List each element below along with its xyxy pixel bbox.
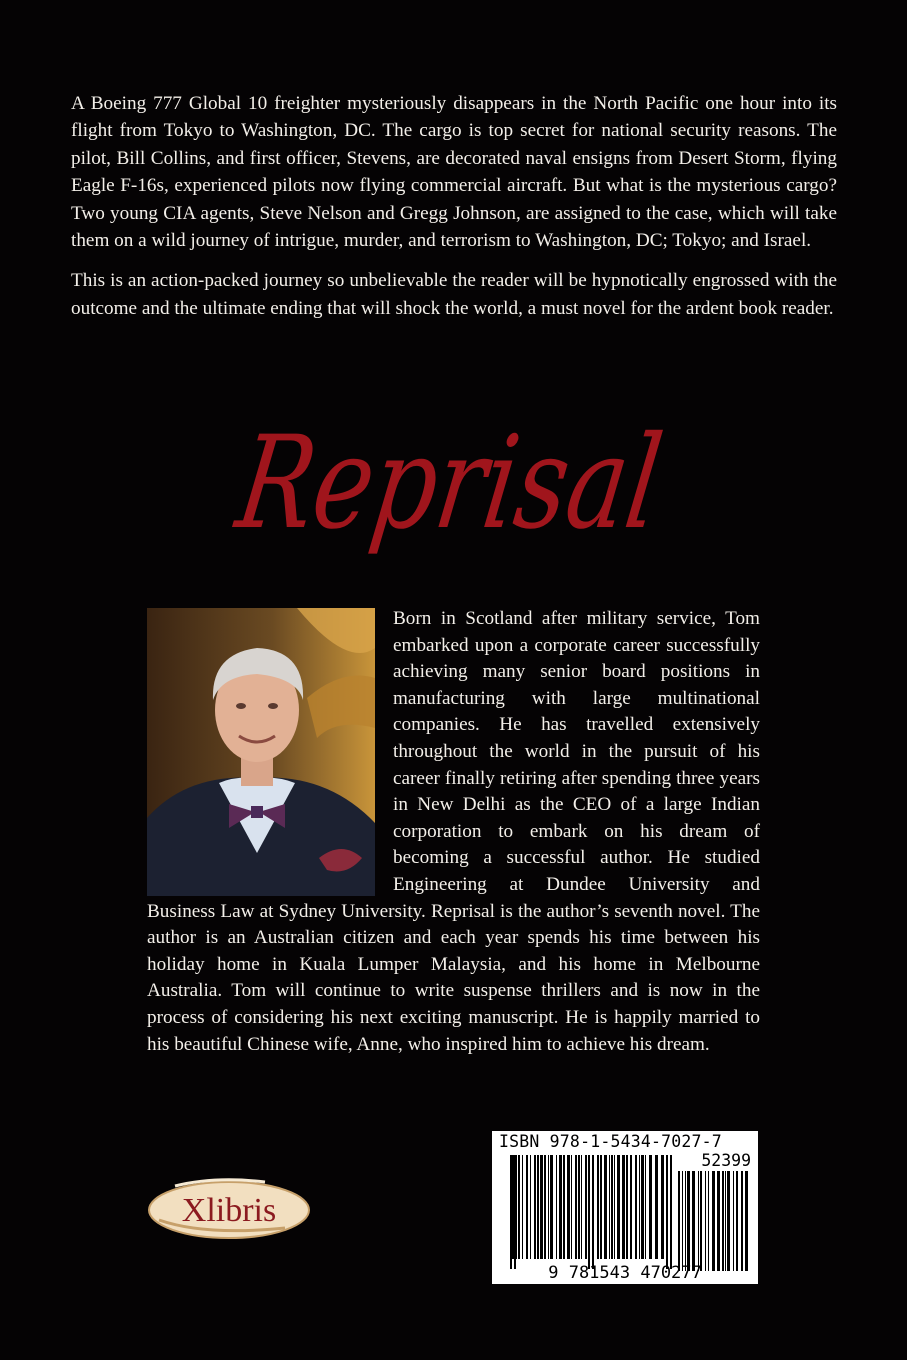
barcode-bar <box>722 1171 724 1271</box>
barcode-bar <box>522 1155 523 1259</box>
barcode-guard-bar <box>510 1155 512 1269</box>
barcode-bar <box>559 1155 562 1259</box>
barcode-bar <box>692 1171 695 1271</box>
barcode-bar <box>630 1155 632 1259</box>
barcode-bar <box>626 1155 628 1259</box>
ean-digits: 9 781543 470277 <box>548 1263 702 1283</box>
barcode-bar <box>581 1155 582 1259</box>
barcode-bar <box>741 1171 743 1271</box>
publisher-logo <box>145 1176 313 1242</box>
barcode-bar <box>534 1155 536 1259</box>
barcode-guard-bar <box>666 1155 668 1269</box>
barcode-bar <box>575 1155 577 1259</box>
barcode-bar <box>609 1155 610 1259</box>
barcode-bar <box>745 1171 748 1271</box>
barcode-guard-bar <box>670 1155 672 1269</box>
blurb-paragraph-2: This is an action-packed journey so unbelievable the reader will be hypnotically engrossed with the outcome and the ultimate ending that will shock the world, a must novel for the ardent book reader. <box>71 270 837 319</box>
barcode-guard-bar <box>592 1155 594 1269</box>
barcode-bar <box>708 1171 709 1271</box>
barcode-bar <box>617 1155 620 1259</box>
publisher-logo-text: Xlibris <box>181 1192 277 1229</box>
barcode-bar <box>712 1171 715 1271</box>
barcode-bar <box>698 1171 699 1271</box>
barcode-bar <box>597 1155 599 1259</box>
barcode-bar <box>655 1155 658 1259</box>
barcode-bar <box>639 1155 640 1259</box>
barcode-bar <box>548 1155 549 1259</box>
author-bio-text: Born in Scotland after military service, Tom embarked upon a corporate career successfully achieving many senior board positions in manufacturing with large multinational companies. He has travelled extensively throughout the world in the pursuit of his career finally retiring after spending three years in New Delhi as the CEO of a large Indian corporation to embark on his dream of becoming a successful author. He studied Engineering at Dundee University and Business Law at Sydney University. Reprisal is the author’s seventh novel. The author is an Australian citizen and each year spends his time between his holiday home in Kuala Lumper Malaysia, and his home in Melbourne Australia. Tom will continue to write suspense thrillers and is now in the process of considering his next exciting manuscript. He is happily married to his beautiful Chinese wife, Anne, who inspired him to achieve his dream. <box>147 608 760 1055</box>
barcode-bar <box>540 1155 543 1259</box>
barcode-bar <box>717 1171 720 1271</box>
barcode-bar <box>550 1155 553 1259</box>
author-photo-spacer <box>147 606 375 896</box>
book-title-text: Reprisal <box>229 409 790 558</box>
barcode-bar <box>600 1155 602 1259</box>
barcode-bar <box>578 1155 580 1259</box>
barcode-bar <box>736 1171 738 1271</box>
barcode-bar <box>537 1155 539 1259</box>
barcode-bar <box>622 1155 625 1259</box>
barcode-bar <box>682 1171 683 1271</box>
isbn-label: ISBN 978-1-5434-7027-7 <box>499 1132 722 1151</box>
barcode-bar <box>678 1171 680 1271</box>
barcode-bar <box>661 1155 664 1259</box>
barcode-bar <box>544 1155 546 1259</box>
barcode-bar <box>530 1155 531 1259</box>
price-code: 52399 <box>701 1151 751 1170</box>
barcode-bar <box>700 1171 702 1271</box>
barcode-bar <box>556 1155 557 1259</box>
barcode-bar <box>516 1155 517 1259</box>
blurb-paragraph-1: A Boeing 777 Global 10 freighter mysteriously disappears in the North Pacific one hour into its flight from Tokyo to Washington, DC. The cargo is top secret for national security reasons. The pilot, Bill Collins, and first officer, Stevens, are decorated naval ensigns from Desert Storm, flying Eagle F-16s, experienced pilots now flying commercial aircraft. But what is the mysterious cargo? Two young CIA agents, Steve Nelson and Gregg Johnson, are assigned to the case, which will take them on a wild journey of intrigue, murder, and terrorism to Washington, DC; Tokyo; and Israel. <box>71 93 837 252</box>
barcode-bar <box>649 1155 652 1259</box>
barcode-bar <box>614 1155 615 1259</box>
barcode-bar <box>567 1155 570 1259</box>
barcode-bar <box>512 1155 514 1259</box>
barcode-bar <box>687 1171 690 1271</box>
author-bio <box>147 606 760 1058</box>
barcode-bar <box>725 1171 726 1271</box>
barcode-bar <box>733 1171 734 1271</box>
book-title <box>229 395 790 600</box>
barcode-bar <box>727 1171 730 1271</box>
back-cover-blurb <box>71 90 837 335</box>
barcode-bar <box>611 1155 613 1259</box>
isbn-barcode <box>492 1131 758 1284</box>
barcode-bar <box>645 1155 646 1259</box>
barcode-guard-bar <box>514 1155 516 1269</box>
barcode-bar <box>604 1155 607 1259</box>
barcode-bar <box>518 1155 520 1259</box>
barcode-bar <box>705 1171 706 1271</box>
barcode-bar <box>526 1155 528 1259</box>
barcode-bar <box>571 1155 572 1259</box>
barcode-bar <box>635 1155 637 1259</box>
barcode-guard-bar <box>588 1155 590 1269</box>
barcode-bar <box>585 1155 587 1259</box>
barcode-bar <box>641 1155 644 1259</box>
barcode-bar <box>685 1171 686 1271</box>
barcode-bar <box>563 1155 565 1259</box>
